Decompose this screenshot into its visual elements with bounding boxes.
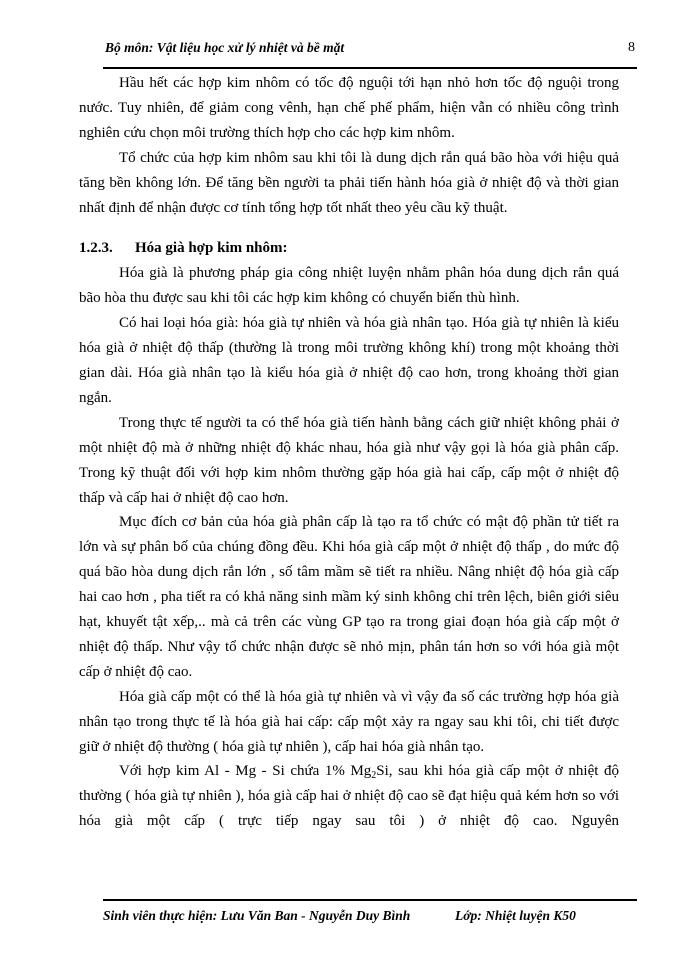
paragraph: Hóa già cấp một có thể là hóa già tự nhiên và vì vậy đa số các trường hợp hóa già nhân tạo trong thực tế là hóa già hai cấp: cấp một xảy ra ngay sau khi tôi, chi tiết được giữ ở nhiệt độ thường ( hóa già tự nhiên ), cấp hai hóa già nhân tạo. [79, 688, 619, 755]
paragraph: Tổ chức của hợp kim nhôm sau khi tôi là dung dịch rắn quá bão hòa với hiệu quả tăng bền không lớn. Để tăng bền người ta phải tiến hành hóa già ở nhiệt độ và thời gian nhất định để nhận được cơ tính tổng hợp tốt nhất theo yêu cầu kỹ thuật. [79, 149, 619, 216]
page-number: 8 [628, 40, 635, 55]
class-name: Lớp: Nhiệt luyện K50 [455, 908, 576, 923]
page-footer [103, 908, 637, 930]
paragraph: Có hai loại hóa già: hóa già tự nhiên và hóa già nhân tạo. Hóa già tự nhiên là kiểu hóa già ở nhiệt độ thấp (thường là trong môi trường không khí) trong một khoảng thời gian dài. Hóa già nhân tạo là kiểu hóa già ở nhiệt độ cao hơn, trong khoảng thời gian ngắn. [79, 315, 619, 406]
section-number: 1.2.3. [79, 240, 113, 257]
formula-subscript: 2 [371, 770, 377, 782]
page-header [105, 40, 635, 62]
formula-text-before: Với hợp kim Al - Mg - Si chứa 1% Mg [119, 763, 372, 780]
paragraph: Trong thực tế người ta có thể hóa già tiến hành bằng cách giữ nhiệt không phải ở một nhiệt độ mà ở những nhiệt độ khác nhau, hóa già như vậy gọi là hóa già phân cấp. Trong kỹ thuật đối với hợp kim nhôm thường gặp hóa già hai cấp, cấp một ở nhiệt độ thấp và cấp hai ở nhiệt độ cao hơn. [79, 414, 619, 506]
paragraph: Hầu hết các hợp kim nhôm có tốc độ nguội tới hạn nhỏ hơn tốc độ nguội trong nước. Tuy nhiên, để giảm cong vênh, hạn chế phế phẩm, hiện vẫn có nhiều công trình nghiên cứu chọn môi trường thích hợp cho các hợp kim nhôm. [79, 75, 619, 141]
footer-divider [103, 899, 637, 901]
student-names: Sinh viên thực hiện: Lưu Văn Ban - Nguyễn Duy Bình [103, 908, 411, 923]
section-heading [79, 236, 619, 261]
paragraph: Mục đích cơ bản của hóa già phân cấp là tạo ra tổ chức có mật độ phần tử tiết ra lớn và sự phân bố của chúng đồng đều. Khi hóa già cấp một ở nhiệt độ thấp , do mức độ quá bão hòa dung dịch rắn lớn , số tâm mầm sẽ tiết ra nhiều. Nâng nhiệt độ hóa già cấp hai cao hơn , pha tiết ra có khả năng sinh mầm ký sinh không chỉ trên lệch, biên giới siêu hạt, khuyết tật xếp,.. mà cả trên các vùng GP tạo ra trong giai đoạn hóa già cấp một ở nhiệt độ thấp. Như vậy tổ chức nhận được sẽ nhỏ mịn, phân tán hơn so với hóa già một cấp ở nhiệt độ cao. [79, 514, 619, 680]
paragraph: Hóa già là phương pháp gia công nhiệt luyện nhằm phân hóa dung dịch rắn quá bão hòa thu được sau khi tôi các hợp kim không có chuyển biến thù hình. [79, 265, 619, 307]
department-title: Bộ môn: Vật liệu học xử lý nhiệt và bề mặt [105, 40, 345, 55]
paragraph-with-formula [79, 759, 619, 834]
header-divider [103, 67, 637, 69]
section-title: Hóa già hợp kim nhôm: [135, 240, 288, 257]
document-body [79, 71, 619, 834]
formula-text-after: Si, sau khi hóa già cấp một ở nhiệt độ thường ( hóa già tự nhiên ), hóa già cấp hai ở nhiệt độ cao sẽ đạt hiệu quả kém hơn so với hóa già một cấp ( trực tiếp ngay sau tôi ) ở nhiệt độ cao. Nguyên [79, 763, 619, 830]
